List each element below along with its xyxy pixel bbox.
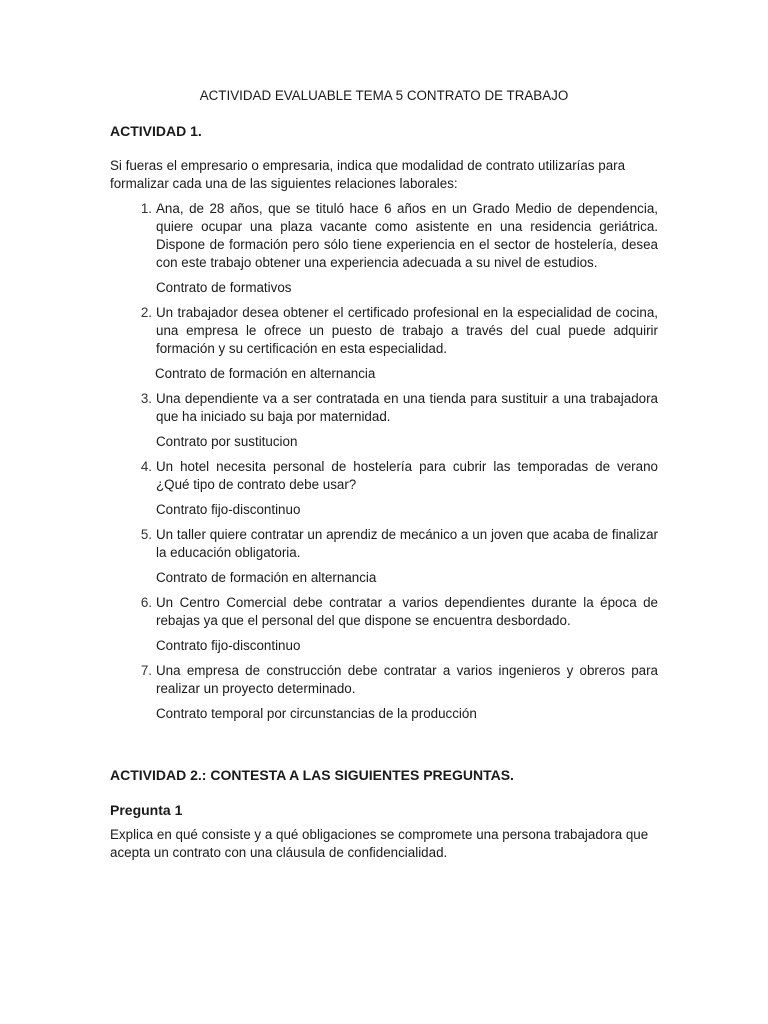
- item-question: Un Centro Comercial debe contratar a varios dependientes durante la época de rebajas ya que el personal del que dispone se encuentra desbordado.: [156, 595, 658, 628]
- item-question: Un trabajador desea obtener el certificado profesional en la especialidad de cocina, una empresa le ofrece un puesto de trabajo a través del cual puede adquirir formación y su certificación en esta especialidad.: [156, 305, 658, 356]
- item-number: 3.: [140, 391, 152, 406]
- list-item: [110, 200, 658, 297]
- item-number: 4.: [140, 459, 152, 474]
- actividad-1-intro: Si fueras el empresario o empresaria, indica que modalidad de contrato utilizarías para formalizar cada una de las siguientes relaciones laborales:: [110, 158, 626, 191]
- item-question: Una dependiente va a ser contratada en una tienda para sustituir a una trabajadora que ha iniciado su baja por maternidad.: [156, 391, 658, 424]
- item-question: Una empresa de construcción debe contratar a varios ingenieros y obreros para realizar un proyecto determinado.: [156, 663, 658, 696]
- list-item: [110, 526, 658, 587]
- pregunta-1-heading: Pregunta 1: [110, 802, 183, 818]
- item-answer: Contrato fijo-discontinuo: [156, 502, 301, 517]
- item-answer: Contrato por sustitucion: [156, 434, 298, 449]
- document-title: ACTIVIDAD EVALUABLE TEMA 5 CONTRATO DE TRABAJO: [199, 88, 569, 103]
- item-question: Un taller quiere contratar un aprendiz de mecánico a un joven que acaba de finalizar la educación obligatoria.: [156, 527, 658, 560]
- item-number: 1.: [140, 201, 152, 216]
- list-item: [110, 390, 658, 451]
- item-answer: Contrato fijo-discontinuo: [156, 638, 301, 653]
- item-answer: Contrato temporal por circunstancias de la producción: [156, 706, 477, 721]
- item-question: Ana, de 28 años, que se tituló hace 6 años en un Grado Medio de dependencia, quiere ocupar una plaza vacante como asistente en una residencia geriátrica. Dispone de formación pero sólo tiene experiencia en el sector de hostelería, desea con este trabajo obtener una experiencia adecuada a su nivel de estudios.: [156, 201, 658, 270]
- item-number: 7.: [140, 663, 152, 678]
- question-list: [110, 200, 658, 730]
- item-number: 5.: [140, 527, 152, 542]
- actividad-2-heading: ACTIVIDAD 2.: CONTESTA A LAS SIGUIENTES PREGUNTAS.: [110, 767, 514, 783]
- list-item: [110, 662, 658, 723]
- list-item: [110, 594, 658, 655]
- list-item: [110, 458, 658, 519]
- item-answer: Contrato de formación en alternancia: [155, 366, 376, 381]
- item-number: 6.: [140, 595, 152, 610]
- list-item: [110, 304, 658, 383]
- actividad-1-heading: ACTIVIDAD 1.: [110, 123, 202, 139]
- item-number: 2.: [140, 305, 152, 320]
- item-answer: Contrato de formación en alternancia: [156, 570, 377, 585]
- item-question: Un hotel necesita personal de hostelería para cubrir las temporadas de verano ¿Qué tipo de contrato debe usar?: [156, 459, 658, 492]
- item-answer: Contrato de formativos: [156, 280, 292, 295]
- pregunta-1-text: Explica en qué consiste y a qué obligaciones se compromete una persona trabajadora que acepta un contrato con una cláusula de confidencialidad.: [110, 827, 649, 860]
